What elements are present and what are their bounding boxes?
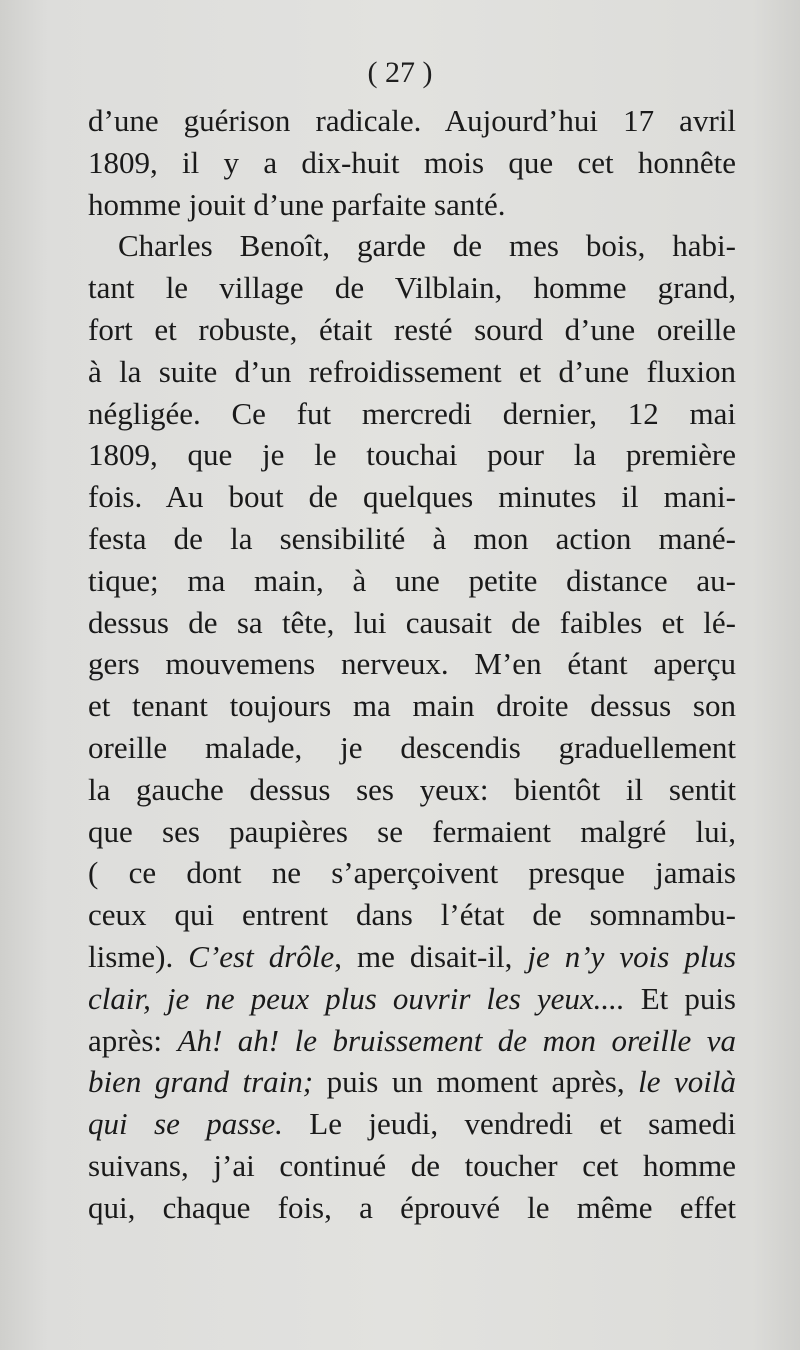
text-line <box>88 978 736 1020</box>
text-line: 1809, que je le touchai pour la première <box>88 437 736 473</box>
italic-span: Ah! ah! le bruissement de mon oreille va <box>177 1022 736 1058</box>
text-line: dessus de sa tête, lui causait de faibles et lé- <box>88 604 736 640</box>
body-text <box>88 100 736 1229</box>
text-line <box>88 936 736 978</box>
text-line: homme jouit d’une parfaite santé. <box>88 186 506 222</box>
text-span: , me disait-il, <box>334 938 513 974</box>
text-line: d’une guérison radicale. Aujourd’hui 17 avril <box>88 103 736 138</box>
italic-span: clair, je ne peux plus ouvrir les yeux.... <box>88 980 625 1016</box>
text-line <box>88 1103 736 1145</box>
text-span: lisme). <box>88 938 174 974</box>
text-line: ceux qui entrent dans l’état de somnambu- <box>88 897 736 933</box>
text-line: tique; ma main, à une petite distance au- <box>88 562 736 598</box>
text-line: tant le village de Vilblain, homme grand, <box>88 270 736 306</box>
italic-span: bien grand train; <box>88 1064 314 1100</box>
text-line: festa de la sensibilité à mon action mané- <box>88 520 736 556</box>
text-line: et tenant toujours ma main droite dessus son <box>88 688 736 724</box>
text-line: Charles Benoît, garde de mes bois, habi- <box>118 228 736 264</box>
text-line: que ses paupières se fermaient malgré lui, <box>88 813 736 849</box>
text-line <box>88 1020 736 1062</box>
text-line <box>88 1061 736 1103</box>
text-span: après: <box>88 1022 163 1058</box>
text-line: la gauche dessus ses yeux: bientôt il sentit <box>88 771 736 807</box>
italic-span: qui se passe. <box>88 1106 283 1142</box>
italic-span: C’est drôle <box>188 938 335 974</box>
text-line: à la suite d’un refroidissement et d’une fluxion <box>88 353 736 389</box>
text-line: oreille malade, je descendis graduellement <box>88 729 736 765</box>
text-line: ( ce dont ne s’aperçoivent presque jamais <box>88 855 736 891</box>
text-line: qui, chaque fois, a éprouvé le même effet <box>88 1189 736 1225</box>
text-span: puis un moment après, <box>326 1064 625 1100</box>
text-span: Le jeudi, vendredi et samedi <box>309 1106 736 1142</box>
text-line: suivans, j’ai continué de toucher cet homme <box>88 1147 736 1183</box>
italic-span: je n’y vois plus <box>527 938 737 974</box>
page-number: ( 27 ) <box>367 56 433 89</box>
text-line: gers mouvemens nerveux. M’en étant aperçu <box>88 646 736 682</box>
text-line: 1809, il y a dix-huit mois que cet honnête <box>88 144 736 180</box>
text-line: fort et robuste, était resté sourd d’une oreille <box>88 311 736 347</box>
italic-span: le voilà <box>638 1064 737 1100</box>
text-line: fois. Au bout de quelques minutes il mani- <box>88 479 736 515</box>
text-span: Et puis <box>640 980 736 1016</box>
text-line: négligée. Ce fut mercredi dernier, 12 mai <box>88 395 736 431</box>
